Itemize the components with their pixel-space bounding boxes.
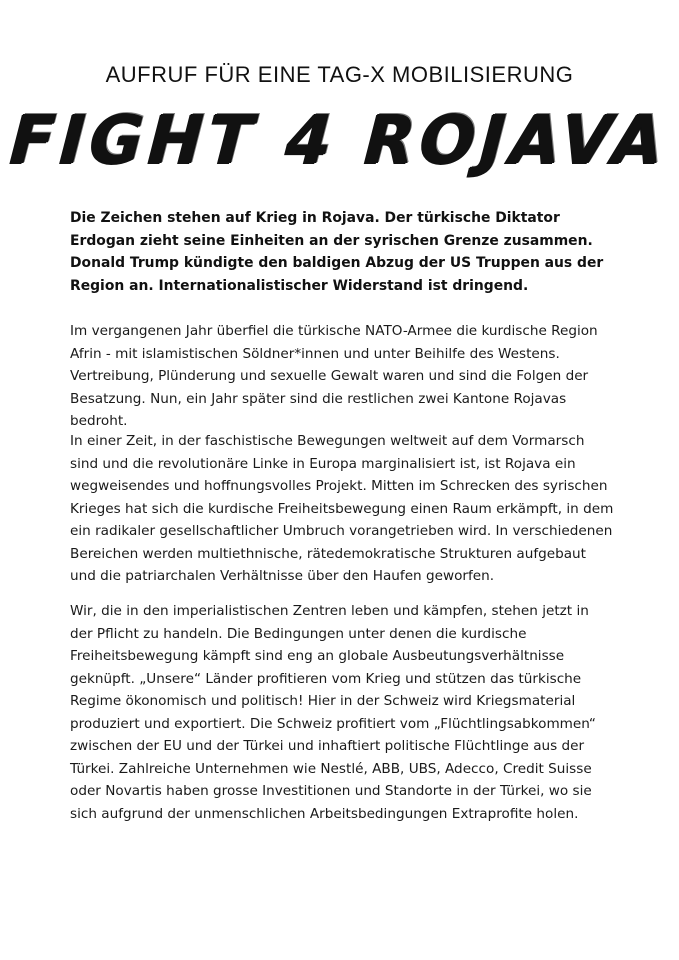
kicker-heading: AUFRUF FÜR EINE TAG-X MOBILISIERUNG (105, 62, 574, 87)
paragraph-rojava-project: In einer Zeit, in der faschistische Bewegungen weltweit auf dem Vormarsch sind und die revolutionäre Linke in Europa marginalisiert ist, ist Rojava ein wegweisendes und hoffnungsvolles Projekt. Mitten im Schrecken des syrischen Krieges hat sich die kurdische Freiheitsbewegung einen Raum erkämpft, in dem ein radikaler gesellschaftlicher Umbruch vorangetrieben wird. In verschiedenen Bereichen werden multiethnische, rätedemokratische Strukturen aufgebaut und die patriarchalen Verhältnisse über den Haufen geworfen. (70, 433, 614, 584)
page-title: FIGHT 4 ROJAVA (7, 102, 672, 180)
lead-paragraph: Die Zeichen stehen auf Krieg in Rojava. Der türkische Diktator Erdogan zieht seine Einheiten an der syrischen Grenze zusammen. Donald Trump kündigte den baldigen Abzug der US Truppen aus der Region an. Internationalistischer Widerstand ist dringend. (70, 210, 604, 294)
paragraph-imperialist-centers: Wir, die in den imperialistischen Zentren leben und kämpfen, stehen jetzt in der Pflicht zu handeln. Die Bedingungen unter denen die kurdische Freiheitsbewegung kämpft sind eng an globale Ausbeutungsverhältnisse geknüpft. „Unsere“ Länder profitieren vom Krieg und stützen das türkische Regime ökonomisch und politisch! Hier in der Schweiz wird Kriegsmaterial produziert und exportiert. Die Schweiz profitiert vom „Flüchtlingsabkommen“ zwischen der EU und der Türkei und inhaftiert politische Flüchtlinge aus der Türkei. Zahlreiche Unternehmen wie Nestlé, ABB, UBS, Adecco, Credit Suisse oder Novartis haben grosse Investitionen und Standorte in der Türkei, wo sie sich aufgrund der unmenschlichen Arbeitsbedingungen Extraprofite holen. (70, 603, 596, 822)
paragraph-afrin: Im vergangenen Jahr überfiel die türkische NATO-Armee die kurdische Region Afrin - mit islamistischen Söldner*innen und unter Beihilfe des Westens. Vertreibung, Plünderung und sexuelle Gewalt waren und sind die Folgen der Besatzung. Nun, ein Jahr später sind die restlichen zwei Kantone Rojavas bedroht. (70, 323, 598, 429)
